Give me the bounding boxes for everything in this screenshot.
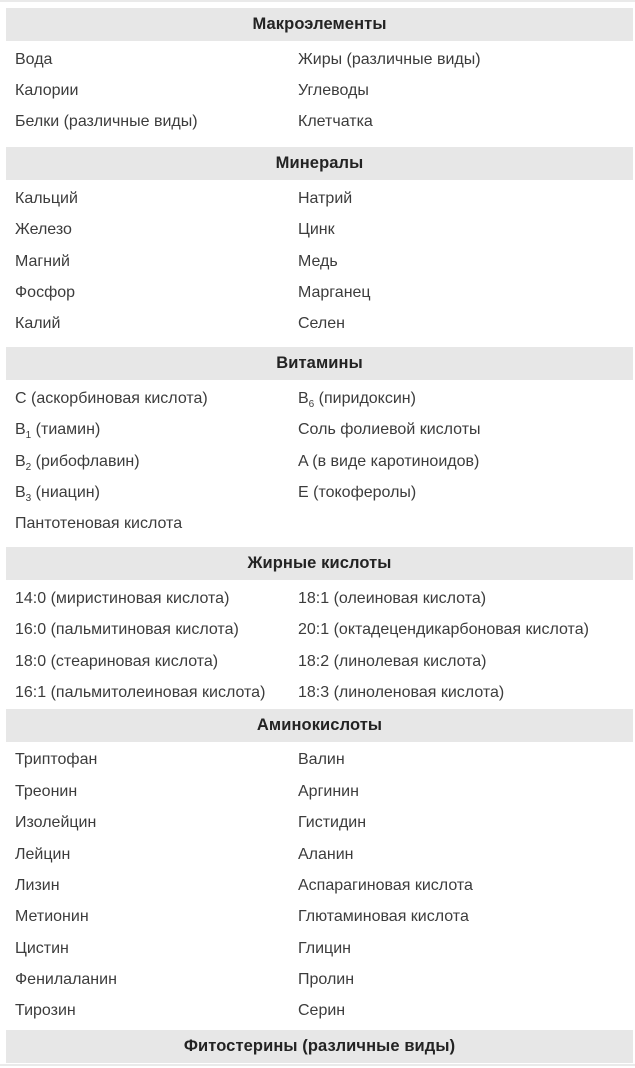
nutrient-cell: 18:2 (линолевая кислота)	[298, 652, 487, 670]
nutrient-cell: Валин	[298, 751, 345, 769]
table-row	[0, 776, 635, 807]
table-row	[0, 509, 635, 540]
section-header: Витамины	[6, 347, 633, 380]
nutrient-cell: C (аскорбиновая кислота)	[15, 389, 208, 407]
section-header: Жирные кислоты	[6, 547, 633, 580]
nutrient-cell: A (в виде каротиноидов)	[298, 452, 480, 470]
table-row	[0, 933, 635, 964]
table-row	[0, 446, 635, 477]
nutrient-cell: Железо	[15, 221, 72, 239]
table-row	[0, 646, 635, 677]
section	[0, 147, 635, 340]
table-row	[0, 383, 635, 414]
table-row	[0, 415, 635, 446]
section	[0, 1030, 635, 1063]
nutrient-cell: E (токоферолы)	[298, 483, 417, 501]
section-rows	[0, 742, 635, 1028]
table-row	[0, 277, 635, 308]
nutrient-cell: 18:3 (линоленовая кислота)	[298, 683, 505, 701]
section-rows	[0, 41, 635, 138]
section-rows	[0, 380, 635, 540]
nutrient-cell: Вода	[15, 50, 53, 68]
nutrient-cell: 14:0 (миристиновая кислота)	[15, 589, 230, 607]
section	[0, 347, 635, 540]
top-hairline	[0, 0, 635, 2]
section-header: Минералы	[6, 147, 633, 180]
nutrient-cell: Фосфор	[15, 284, 76, 302]
table-row	[0, 215, 635, 246]
table-row	[0, 902, 635, 933]
table-row	[0, 839, 635, 870]
nutrient-cell: Гистидин	[298, 814, 367, 832]
nutrient-cell: Белки (различные виды)	[15, 113, 198, 131]
nutrient-cell: Кальций	[15, 189, 78, 207]
nutrient-cell: Пролин	[298, 971, 355, 989]
nutrient-cell: 20:1 (октадецендикарбоновая кислота)	[298, 621, 589, 639]
nutrient-cell: Серин	[298, 1002, 346, 1020]
section-header: Фитостерины (различные виды)	[6, 1030, 633, 1063]
nutrient-cell: Глютаминовая кислота	[298, 908, 469, 926]
nutrient-cell: Клетчатка	[298, 113, 373, 131]
table-row	[0, 614, 635, 645]
bottom-hairline	[0, 1064, 635, 1066]
table-row	[0, 246, 635, 277]
table-row	[0, 964, 635, 995]
table-row	[0, 75, 635, 106]
nutrient-cell: $B_2$ (рибофлавин)	[15, 452, 140, 471]
nutrient-cell: Селен	[298, 315, 345, 333]
nutrient-cell: Лейцин	[15, 845, 71, 863]
nutrient-cell: Цистин	[15, 939, 69, 957]
table-row	[0, 745, 635, 776]
table-row	[0, 44, 635, 75]
nutrient-cell: Триптофан	[15, 751, 98, 769]
section	[0, 709, 635, 1028]
section-header: Аминокислоты	[6, 709, 633, 742]
nutrient-cell: Пантотеновая кислота	[15, 515, 183, 533]
nutrient-cell: $B_3$ (ниацин)	[15, 483, 100, 502]
nutrient-cell: 18:0 (стеариновая кислота)	[15, 652, 219, 670]
nutrient-cell: Соль фолиевой кислоты	[298, 421, 481, 439]
section-header: Макроэлементы	[6, 8, 633, 41]
nutrient-cell: $B_1$ (тиамин)	[15, 421, 101, 440]
nutrient-cell: Изолейцин	[15, 814, 97, 832]
nutrient-cell: Калории	[15, 82, 79, 100]
nutrient-cell: 18:1 (олеиновая кислота)	[298, 589, 487, 607]
nutrient-cell: 16:1 (пальмитолеиновая кислота)	[15, 683, 266, 701]
section	[0, 547, 635, 709]
nutrient-cell: Аспарагиновая кислота	[298, 876, 473, 894]
table-row	[0, 477, 635, 508]
nutrient-cell: Медь	[298, 252, 338, 270]
nutrient-cell: Жиры (различные виды)	[298, 50, 481, 68]
table-row	[0, 807, 635, 838]
table-row	[0, 583, 635, 614]
nutrient-cell: Марганец	[298, 284, 371, 302]
nutrient-cell: Магний	[15, 252, 70, 270]
section-rows	[0, 180, 635, 340]
section-rows	[0, 580, 635, 709]
section	[0, 8, 635, 138]
nutrient-cell: Метионин	[15, 908, 89, 926]
table-row	[0, 309, 635, 340]
table-row	[0, 677, 635, 708]
nutrient-cell: Углеводы	[298, 82, 369, 100]
nutrient-cell: Аргинин	[298, 782, 359, 800]
nutrient-cell: Лизин	[15, 876, 60, 894]
nutrient-cell: $B_6$ (пиридоксин)	[298, 389, 416, 408]
nutrient-cell: Фенилаланин	[15, 971, 117, 989]
nutrient-cell: 16:0 (пальмитиновая кислота)	[15, 621, 239, 639]
nutrient-cell: Аланин	[298, 845, 354, 863]
nutrient-cell: Калий	[15, 315, 61, 333]
table-row	[0, 870, 635, 901]
nutrient-cell: Треонин	[15, 782, 78, 800]
nutrient-cell: Глицин	[298, 939, 351, 957]
table-row	[0, 183, 635, 214]
nutrient-cell: Тирозин	[15, 1002, 76, 1020]
nutrient-cell: Натрий	[298, 189, 353, 207]
nutrient-cell: Цинк	[298, 221, 335, 239]
table-row	[0, 996, 635, 1027]
table-row	[0, 107, 635, 138]
